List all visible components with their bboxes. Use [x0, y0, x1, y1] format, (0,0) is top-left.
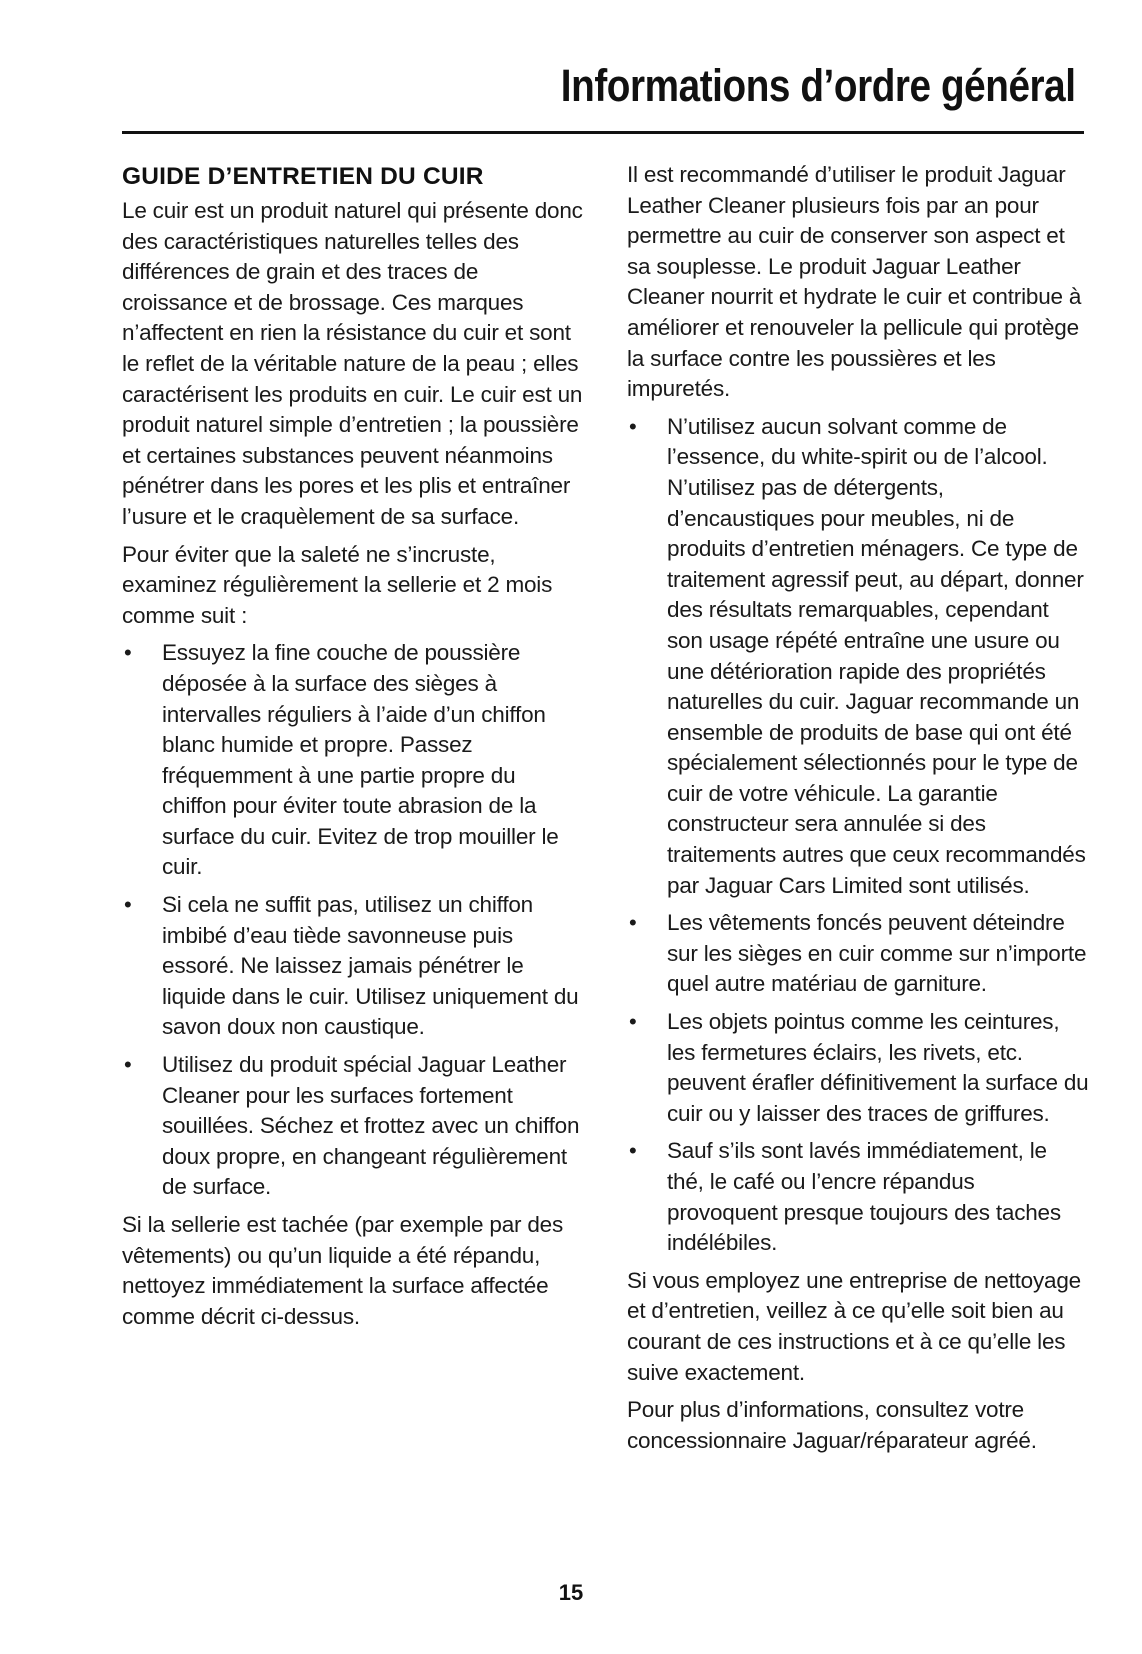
list-item-text: Les vêtements foncés peuvent déteindre sur les sièges en cuir comme sur n’importe quel autre matériau de garniture.	[667, 910, 1087, 997]
list-item-text: Si cela ne suffit pas, utilisez un chiffon imbibé d’eau tiède savonneuse puis essoré. Ne laissez jamais pénétrer le liquide dans le cuir. Utilisez uniquement du savon doux non caustique.	[162, 892, 579, 1040]
bullet-icon: •	[629, 910, 637, 936]
inspection-paragraph: Pour éviter que la saleté ne s’incruste, examinez régulièrement la sellerie et 2 mois comme suit :	[122, 541, 553, 628]
list-item	[122, 1050, 584, 1203]
list-item	[627, 1007, 1089, 1129]
right-column	[627, 160, 1089, 1463]
care-steps-list	[122, 638, 584, 1203]
bullet-icon: •	[124, 640, 132, 666]
list-item	[122, 890, 584, 1043]
section-heading: GUIDE D’ENTRETIEN DU CUIR	[122, 163, 484, 190]
list-item	[122, 638, 584, 883]
bullet-icon: •	[124, 892, 132, 918]
dealer-paragraph: Pour plus d’informations, consultez votre concessionnaire Jaguar/réparateur agréé.	[627, 1397, 1037, 1453]
list-item	[627, 908, 1089, 1000]
list-item-text: Essuyez la fine couche de poussière déposée à la surface des sièges à intervalles réguliers à l’aide d’un chiffon blanc humide et propre. Passez fréquemment à une partie propre du chiffon pour éviter toute abrasion de la surface du cuir. Evitez de trop mouiller le cuir.	[162, 640, 559, 880]
cleaner-paragraph: Il est recommandé d’utiliser le produit Jaguar Leather Cleaner plusieurs fois par an pour permettre au cuir de conserver son aspect et sa souplesse. Le produit Jaguar Leather Cleaner nourrit et hydrate le cuir et contribue à améliorer et renouveler la pellicule qui protège la surface contre les poussières et les impuretés.	[627, 162, 1082, 402]
bullet-icon: •	[629, 413, 637, 439]
bullet-icon: •	[629, 1138, 637, 1164]
intro-paragraph: Le cuir est un produit naturel qui présente donc des caractéristiques naturelles telles des différences de grain et des traces de croissance et de brossage. Ces marques n’affectent en rien la résistance du cuir et sont le reflet de la véritable nature de la peau ; elles caractérisent les produits en cuir. Le cuir est un produit naturel simple d’entretien ; la poussière et certaines substances peuvent néanmoins pénétrer dans les pores et les plis et entraîner l’usure et le craquèlement de sa surface.	[122, 198, 583, 529]
list-item-text: Sauf s’ils sont lavés immédiatement, le thé, le café ou l’encre répandus provoquent presque toujours des taches indélébiles.	[667, 1138, 1061, 1256]
page-header	[122, 55, 1084, 134]
list-item	[627, 1136, 1089, 1258]
bullet-icon: •	[629, 1009, 637, 1035]
list-item-text: N’utilisez aucun solvant comme de l’essence, du white-spirit ou de l’alcool. N’utilisez pas de détergents, d’encaustiques pour meubles, ni de produits d’entretien ménagers. Ce type de traitement agressif peut, au départ, donner des résultats remarquables, cependant son usage répété entraîne une usure ou une détérioration rapide des propriétés naturelles du cuir. Jaguar recommande un ensemble de produits de base qui ont été spécialement sélectionnés pour le type de cuir de votre véhicule. La garantie constructeur sera annulée si des traitements autres que ceux recommandés par Jaguar Cars Limited sont utilisés.	[667, 413, 1086, 898]
stain-paragraph: Si la sellerie est tachée (par exemple par des vêtements) ou qu’un liquide a été répandu, nettoyez immédiatement la surface affectée comme décrit ci-dessus.	[122, 1212, 564, 1329]
list-item	[627, 412, 1089, 902]
warnings-list	[627, 412, 1089, 1259]
left-column	[122, 160, 584, 1339]
cleaning-company-paragraph: Si vous employez une entreprise de nettoyage et d’entretien, veillez à ce qu’elle soit bien au courant de ces instructions et à ce qu’elle les suive exactement.	[627, 1267, 1081, 1385]
list-item-text: Les objets pointus comme les ceintures, les fermetures éclairs, les rivets, etc. peuvent érafler définitivement la surface du cuir ou y laisser des traces de griffures.	[667, 1009, 1089, 1126]
bullet-icon: •	[124, 1052, 132, 1078]
page-title: Informations d’ordre général	[561, 60, 1076, 111]
page-number: 15	[558, 1580, 584, 1605]
list-item-text: Utilisez du produit spécial Jaguar Leather Cleaner pour les surfaces fortement souillées. Séchez et frottez avec un chiffon doux propre, en changeant régulièrement de surface.	[162, 1052, 580, 1200]
